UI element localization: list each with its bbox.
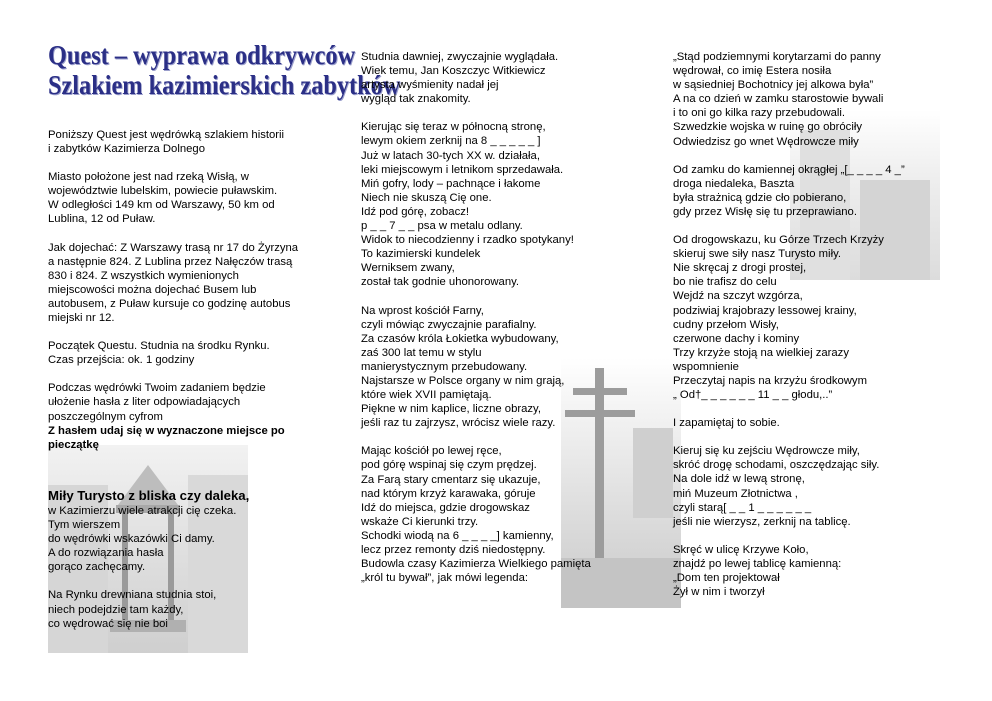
text-line: miejscowości można dojechać Busem lub: [48, 283, 257, 296]
text-line: Kierując się teraz w północną stronę,: [361, 121, 546, 134]
text-line: była strażnicą gdzie cło pobierano,: [673, 191, 847, 204]
text-line: p _ _ 7 _ _ psa w metalu odlany.: [361, 220, 523, 233]
text-line: jeśli raz tu zajrzysz, wrócisz wiele razy.: [361, 417, 556, 430]
text-line: A do rozwiązania hasła: [48, 547, 164, 560]
text-line: Tym wierszem: [48, 519, 121, 532]
text-line: droga niedaleka, Baszta: [673, 177, 795, 190]
text-line: „Stąd podziemnymi korytarzami do panny: [673, 51, 881, 63]
text-line: co wędrować się nie boi: [48, 617, 168, 630]
stanza-pharmacy: [361, 120, 651, 289]
text-line: jeśli nie wierzysz, zerknij na tablicę.: [673, 515, 851, 528]
text-line: miejski nr 12.: [48, 312, 115, 325]
text-line: Widok to niecodzienny i rzadko spotykany!: [361, 234, 574, 247]
text-line: A na co dzień w zamku starostowie bywali: [673, 93, 884, 106]
text-line: ułożenie hasła z liter odpowiadających: [48, 396, 241, 409]
text-line: zaś 300 lat temu w stylu: [361, 346, 482, 359]
text-line: poszczególnym cyfrom: [48, 410, 163, 423]
text-line: Jak dojechać: Z Warszawy trasą nr 17 do Żyrzyna: [48, 241, 299, 254]
stanza-krzywe-kolo: [673, 543, 973, 599]
text-line: Nie skręcaj z drogi prostej,: [673, 262, 807, 275]
text-line: To kazimierski kundelek: [361, 248, 481, 261]
text-line: bo nie trafisz do celu: [673, 276, 777, 289]
poem-stanza-2: [48, 588, 288, 630]
text-line: Schodki wiodą na 6 _ _ _ _] kamienny,: [361, 529, 554, 542]
poem-stanza-1: [48, 504, 288, 574]
text-line: Na dole idź w lewą stronę,: [673, 473, 805, 486]
text-line: a następnie 824. Z Lublina przez Nałęczów trasą: [48, 255, 293, 268]
text-line: Przeczytaj napis na krzyżu środkowym: [673, 374, 867, 387]
text-line: Odwiedzisz go wnet Wędrowcze miły: [673, 135, 859, 148]
start-paragraph: [48, 339, 338, 367]
stanza-well: [361, 50, 651, 106]
text-line: czerwone dachy i kominy: [673, 332, 800, 345]
text-line: 830 i 824. Z wszystkich wymienionych: [48, 269, 239, 282]
text-line: Już w latach 30-tych XX w. działała,: [361, 149, 540, 162]
text-line: Idź pod górę, zobacz!: [361, 205, 470, 218]
poem-heading: Miły Turysto z bliska czy daleka,: [48, 488, 250, 503]
stanza-three-crosses: [673, 233, 973, 402]
text-line: znajdź po lewej tablicę kamienną:: [673, 557, 842, 570]
text-line: które wiek XVII pamiętają.: [361, 389, 492, 402]
text-line: Za czasów króla Łokietka wybudowany,: [361, 332, 559, 345]
text-line: W odległości 149 km od Warszawy, 50 km od: [48, 199, 275, 212]
text-line-bold: Z hasłem udaj się w wyznaczone miejsce po: [48, 424, 285, 437]
text-line: podziwiaj krajobrazy lessowej krainy,: [673, 304, 857, 317]
location-paragraph: [48, 170, 338, 226]
text-line: Lublina, 12 od Puław.: [48, 213, 156, 226]
text-line: i zabytków Kazimierza Dolnego: [48, 143, 205, 156]
text-line: niech podejdzie tam każdy,: [48, 603, 184, 616]
text-line: Kieruj się ku zejściu Wędrowcze miły,: [673, 445, 860, 458]
text-line: wspomnienie: [673, 360, 739, 373]
text-line: Budowla czasy Kazimierza Wielkiego pamięta: [361, 558, 591, 571]
intro-paragraph: [48, 128, 338, 156]
text-line: artysta wyśmienity nadał jej: [361, 79, 499, 92]
text-line: Trzy krzyże stoją na wielkiej zarazy: [673, 346, 849, 359]
text-line: Werniksem zwany,: [361, 262, 455, 275]
text-line: został tak godnie uhonorowany.: [361, 276, 520, 289]
text-line: autobusem, z Puław kursuje co godzinę autobus: [48, 297, 291, 310]
text-line: Najstarsze w Polsce organy w nim grają,: [361, 374, 565, 387]
text-line: leki miejscowym i letnikom sprzedawała.: [361, 163, 564, 176]
text-line: wygląd tak znakomity.: [361, 93, 471, 106]
text-line: i to oni go kilka razy przebudowali.: [673, 107, 846, 120]
directions-paragraph: [48, 241, 338, 326]
text-line: wędrował, co imię Estera nosiła: [673, 65, 832, 78]
text-line: Na Rynku drewniana studnia stoi,: [48, 589, 217, 602]
text-line-bold: pieczątkę: [48, 438, 99, 451]
stanza-remember: [673, 416, 973, 430]
text-line: skieruj swe siły nasz Turysto miły.: [673, 248, 842, 261]
text-line: Podczas wędrówki Twoim zadaniem będzie: [48, 382, 266, 395]
text-line: Studnia dawniej, zwyczajnie wyglądała.: [361, 51, 559, 63]
title-line-1: Quest – wyprawa odkrywców: [48, 40, 356, 70]
text-line: Wiek temu, Jan Koszczyc Witkiewicz: [361, 65, 546, 78]
title-line-2: Szlakiem kazimierskich zabytków: [48, 70, 401, 100]
text-line: Poniższy Quest jest wędrówką szlakiem historii: [48, 129, 285, 141]
text-line: w Kazimierzu wiele atrakcji cię czeka.: [48, 505, 237, 517]
text-line: lecz przez remonty dziś niedostępny.: [361, 544, 546, 556]
text-line: Początek Questu. Studnia na środku Rynku.: [48, 340, 270, 353]
text-line: Szwedzkie wojska w ruinę go obróciły: [673, 121, 862, 134]
text-line: czyli mówiąc zwyczajnie parafialny.: [361, 318, 537, 331]
stanza-castle: [673, 50, 973, 149]
column-intro: [48, 128, 338, 466]
page-title: [48, 40, 401, 100]
column-poem: [48, 488, 288, 645]
text-line: Od drogowskazu, ku Górze Trzech Krzyży: [673, 234, 884, 247]
text-line: Za Farą stary cmentarz się ukazuje,: [361, 473, 541, 486]
stanza-tower: [673, 163, 973, 219]
text-line: Mając kościół po lewej ręce,: [361, 445, 502, 458]
text-line: gdy przez Wisłę się tu przeprawiano.: [673, 205, 857, 218]
text-line: w sąsiedniej Bochotnicy jej alkowa była”: [673, 79, 874, 92]
text-line: Idź do miejsca, gdzie drogowskaz: [361, 501, 530, 514]
text-line: cudny przełom Wisły,: [673, 318, 779, 331]
stanza-cemetery: [361, 444, 651, 585]
text-line: Czas przejścia: ok. 1 godziny: [48, 354, 195, 367]
text-line: Żył w nim i tworzył: [673, 586, 765, 599]
text-line: „król tu bywał”, jak mówi legenda:: [361, 572, 529, 585]
text-line: Na wprost kościół Farny,: [361, 304, 484, 317]
text-line: wskaże Ci kierunki trzy.: [361, 515, 479, 528]
text-line: pod górę wspinaj się czym prędzej.: [361, 459, 537, 472]
text-line: I zapamiętaj to sobie.: [673, 417, 780, 430]
stanza-church: [361, 304, 651, 431]
column-middle: [361, 50, 651, 599]
text-line: „ Od†_ _ _ _ _ _ 11 _ _ głodu,..”: [673, 389, 833, 402]
text-line: województwie lubelskim, powiecie puławskim.: [48, 185, 278, 198]
text-line: Od zamku do kamiennej okrągłej „[_ _ _ _ 4 _”: [673, 163, 905, 176]
text-line: czyli starą[ _ _ 1 _ _ _ _ _ _: [673, 501, 812, 514]
text-line: Niech nie skuszą Cię one.: [361, 191, 492, 204]
text-line: Miasto położone jest nad rzeką Wisłą, w: [48, 171, 249, 184]
text-line: Piękne w nim kaplice, liczne obrazy,: [361, 403, 541, 416]
column-right: [673, 50, 973, 613]
text-line: „Dom ten projektował: [673, 572, 780, 584]
text-line: miń Muzeum Złotnictwa ,: [673, 487, 798, 500]
text-line: Miń gofry, lody – pachnące i łakome: [361, 177, 541, 190]
text-line: Wejdź na szczyt wzgórza,: [673, 290, 803, 303]
text-line: Skręć w ulicę Krzywe Koło,: [673, 543, 809, 556]
stanza-museum: [673, 444, 973, 529]
text-line: nad którym krzyż karawaka, góruje: [361, 487, 536, 500]
text-line: do wędrówki wskazówki Ci damy.: [48, 533, 215, 546]
text-line: gorąco zachęcamy.: [48, 561, 146, 574]
task-paragraph: [48, 381, 338, 451]
text-line: skróć drogę schodami, oszczędzając siły.: [673, 459, 880, 472]
text-line: manierystycznym przebudowany.: [361, 360, 528, 373]
text-line: lewym okiem zerknij na 8 _ _ _ _ _ ]: [361, 135, 541, 148]
